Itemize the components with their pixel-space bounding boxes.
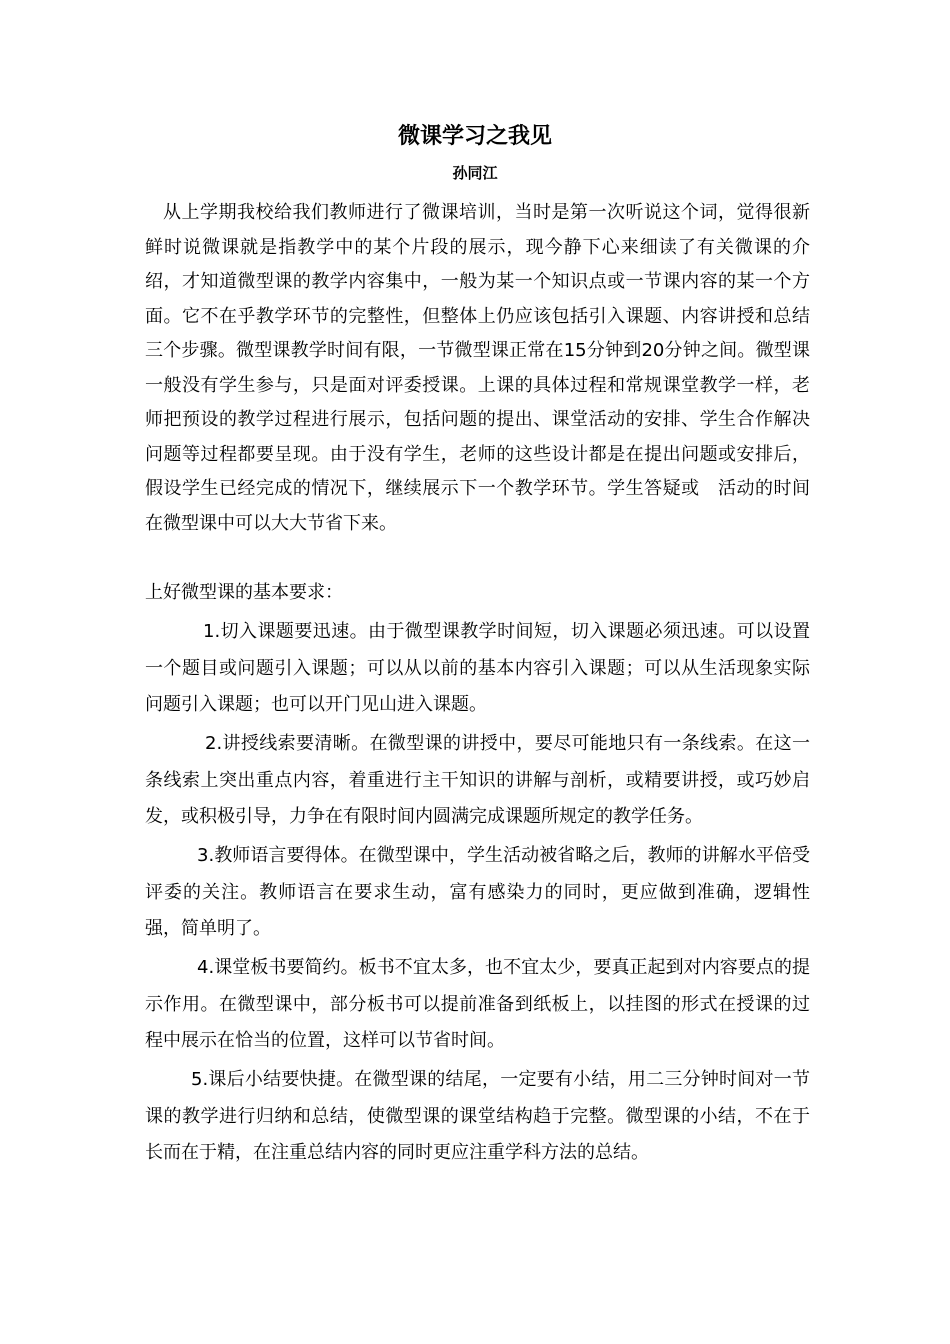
requirement-item-2: 2.讲授线索要清晰。在微型课的讲授中，要尽可能地只有一条线索。在这一条线索上突出重点内容，着重进行主干知识的讲解与剖析，或精要讲授，或巧妙启发，或积极引导，力争在有限时间内圆满完成课题所规定的教学任务。 bbox=[145, 733, 810, 827]
requirements-heading: 上好微型课的基本要求： bbox=[145, 582, 343, 603]
document-author: 孙同江 bbox=[452, 164, 498, 182]
requirement-item-4: 4.课堂板书要简约。板书不宜太多，也不宜太少，要真正起到对内容要点的提示作用。在微型课中，部分板书可以提前准备到纸板上，以挂图的形式在授课的过程中展示在恰当的位置，这样可以节省时间。 bbox=[145, 957, 810, 1051]
intro-paragraph: 从上学期我校给我们教师进行了微课培训，当时是第一次听说这个词，觉得很新鲜时说微课就是指教学中的某个片段的展示，现今静下心来细读了有关微课的介绍，才知道微型课的教学内容集中，一般为某一个知识点或一节课内容的某一个方面。它不在乎教学环节的完整性，但整体上仍应该包括引入课题、内容讲授和总结三个步骤。微型课教学时间有限，一节微型课正常在15分钟到20分钟之间。微型课一般没有学生参与，只是面对评委授课。上课的具体过程和常规课堂教学一样，老师把预设的教学过程进行展示，包括问题的提出、课堂活动的安排、学生合作解决问题等过程都要呈现。由于没有学生，老师的这些设计都是在提出问题或安排后，假设学生已经完成的情况下，继续展示下一个教学环节。学生答疑或 活动的时间在微型课中可以大大节省下来。 bbox=[145, 202, 810, 534]
requirement-item-5: 5.课后小结要快捷。在微型课的结尾，一定要有小结，用二三分钟时间对一节课的教学进行归纳和总结，使微型课的课堂结构趋于完整。微型课的小结，不在于长而在于精，在注重总结内容的同时更应注重学科方法的总结。 bbox=[145, 1069, 810, 1163]
requirement-item-1: 1.切入课题要迅速。由于微型课教学时间短，切入课题必须迅速。可以设置一个题目或问题引入课题；可以从以前的基本内容引入课题；可以从生活现象实际问题引入课题；也可以开门见山进入课题。 bbox=[145, 621, 810, 715]
requirement-item-3: 3.教师语言要得体。在微型课中，学生活动被省略之后，教师的讲解水平倍受评委的关注。教师语言在要求生动，富有感染力的同时，更应做到准确，逻辑性强，简单明了。 bbox=[145, 845, 810, 939]
document-title: 微课学习之我见 bbox=[397, 124, 552, 149]
